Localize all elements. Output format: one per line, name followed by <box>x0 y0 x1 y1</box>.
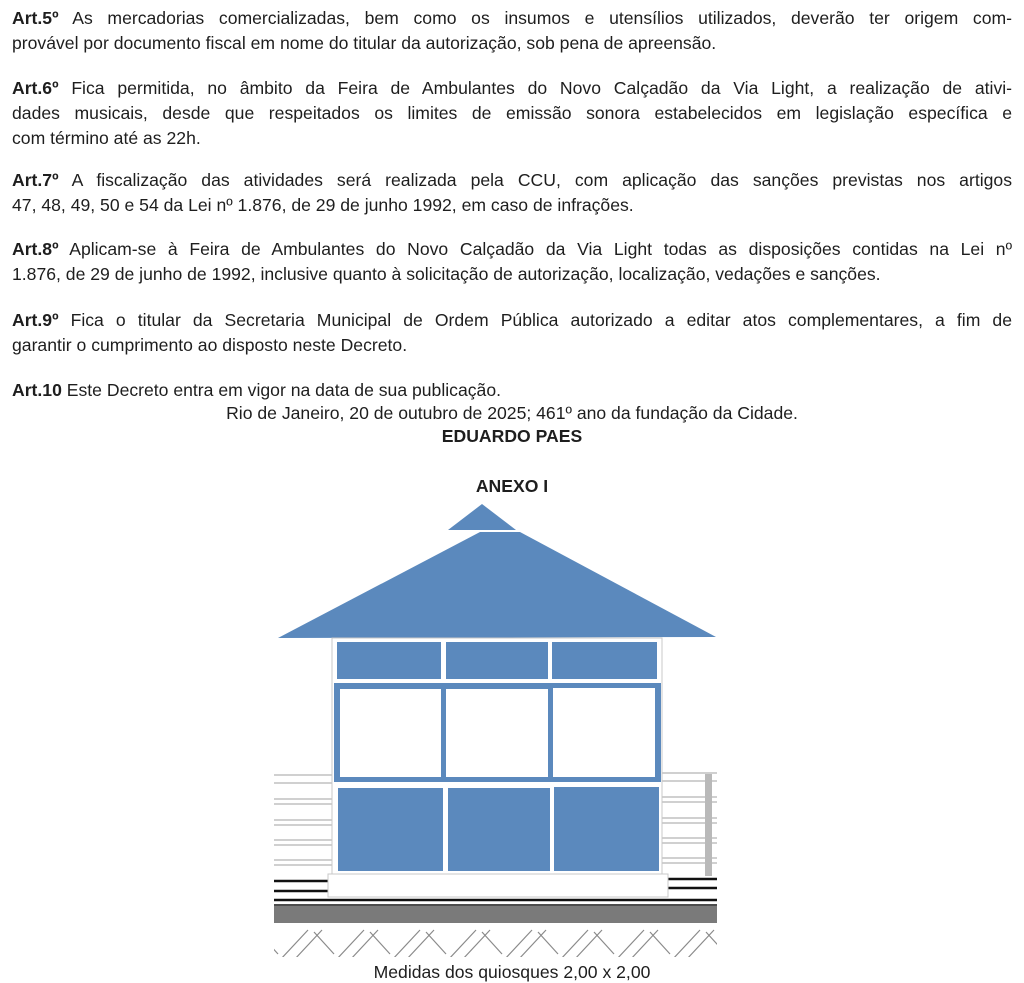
article-5-text-2: provável por documento fiscal em nome do titular da autorização, sob pena de apreensão. <box>12 33 717 53</box>
top-panel-1 <box>337 642 441 679</box>
article-7-text-1: A fiscalização das atividades será realizada pela CCU, com aplicação das sanções previstas nos artigos <box>71 170 1012 190</box>
lower-panel-1 <box>338 788 443 871</box>
top-panel-2 <box>446 642 548 679</box>
article-5-text-1: As mercadorias comercializadas, bem como os insumos e utensílios utilizados, deverão ter origem com- <box>72 8 1012 28</box>
rail-left <box>274 775 333 865</box>
article-9-text-1: Fica o titular da Secretaria Municipal de Ordem Pública autorizado a editar atos complementares, a fim de <box>70 310 1012 330</box>
article-6-text-3: com término até as 22h. <box>12 128 201 148</box>
article-8-label: Art.8º <box>12 239 59 259</box>
article-9-text-2: garantir o cumprimento ao disposto neste Decreto. <box>12 335 408 355</box>
article-9-label: Art.9º <box>12 310 59 330</box>
article-6-text-1: Fica permitida, no âmbito da Feira de Ambulantes do Novo Calçadão da Via Light, a realização de ativi- <box>71 78 1013 98</box>
article-8-text-2: 1.876, de 29 de junho de 1992, inclusive quanto à solicitação de autorização, localização, vedações e sanções. <box>12 264 881 284</box>
soil-hatch <box>274 925 717 957</box>
top-panel-3 <box>552 642 657 679</box>
annex-title: ANEXO I <box>475 476 549 496</box>
article-7-text-2: 47, 48, 49, 50 e 54 da Lei nº 1.876, de 29 de junho 1992, em caso de infrações. <box>12 195 634 215</box>
ground-band <box>274 906 717 923</box>
article-5-label: Art.5º <box>12 8 59 28</box>
roof <box>278 532 716 638</box>
roof-cap <box>448 504 516 530</box>
signature-name: EDUARDO PAES <box>441 426 583 446</box>
article-8-text-1: Aplicam-se à Feira de Ambulantes do Novo Calçadão da Via Light todas as disposições contidas na Lei nº <box>69 239 1013 259</box>
article-10-label: Art.10 <box>12 380 62 400</box>
base-slab <box>328 874 668 897</box>
window-2 <box>446 689 548 777</box>
article-6-label: Art.6º <box>12 78 59 98</box>
lower-panel-3 <box>554 787 659 871</box>
rail-post <box>705 774 712 876</box>
window-1 <box>340 689 441 777</box>
window-3 <box>553 688 655 777</box>
article-7-label: Art.7º <box>12 170 59 190</box>
signature-place-date: Rio de Janeiro, 20 de outubro de 2025; 461º ano da fundação da Cidade. <box>226 403 798 423</box>
lower-panel-2 <box>448 788 550 871</box>
article-6-text-2: dades musicais, desde que respeitados os limites de emissão sonora estabelecidos em legislação específica e <box>12 103 1012 123</box>
article-10-text-1: Este Decreto entra em vigor na data de sua publicação. <box>66 380 501 400</box>
annex-caption: Medidas dos quiosques 2,00 x 2,00 <box>373 962 651 982</box>
